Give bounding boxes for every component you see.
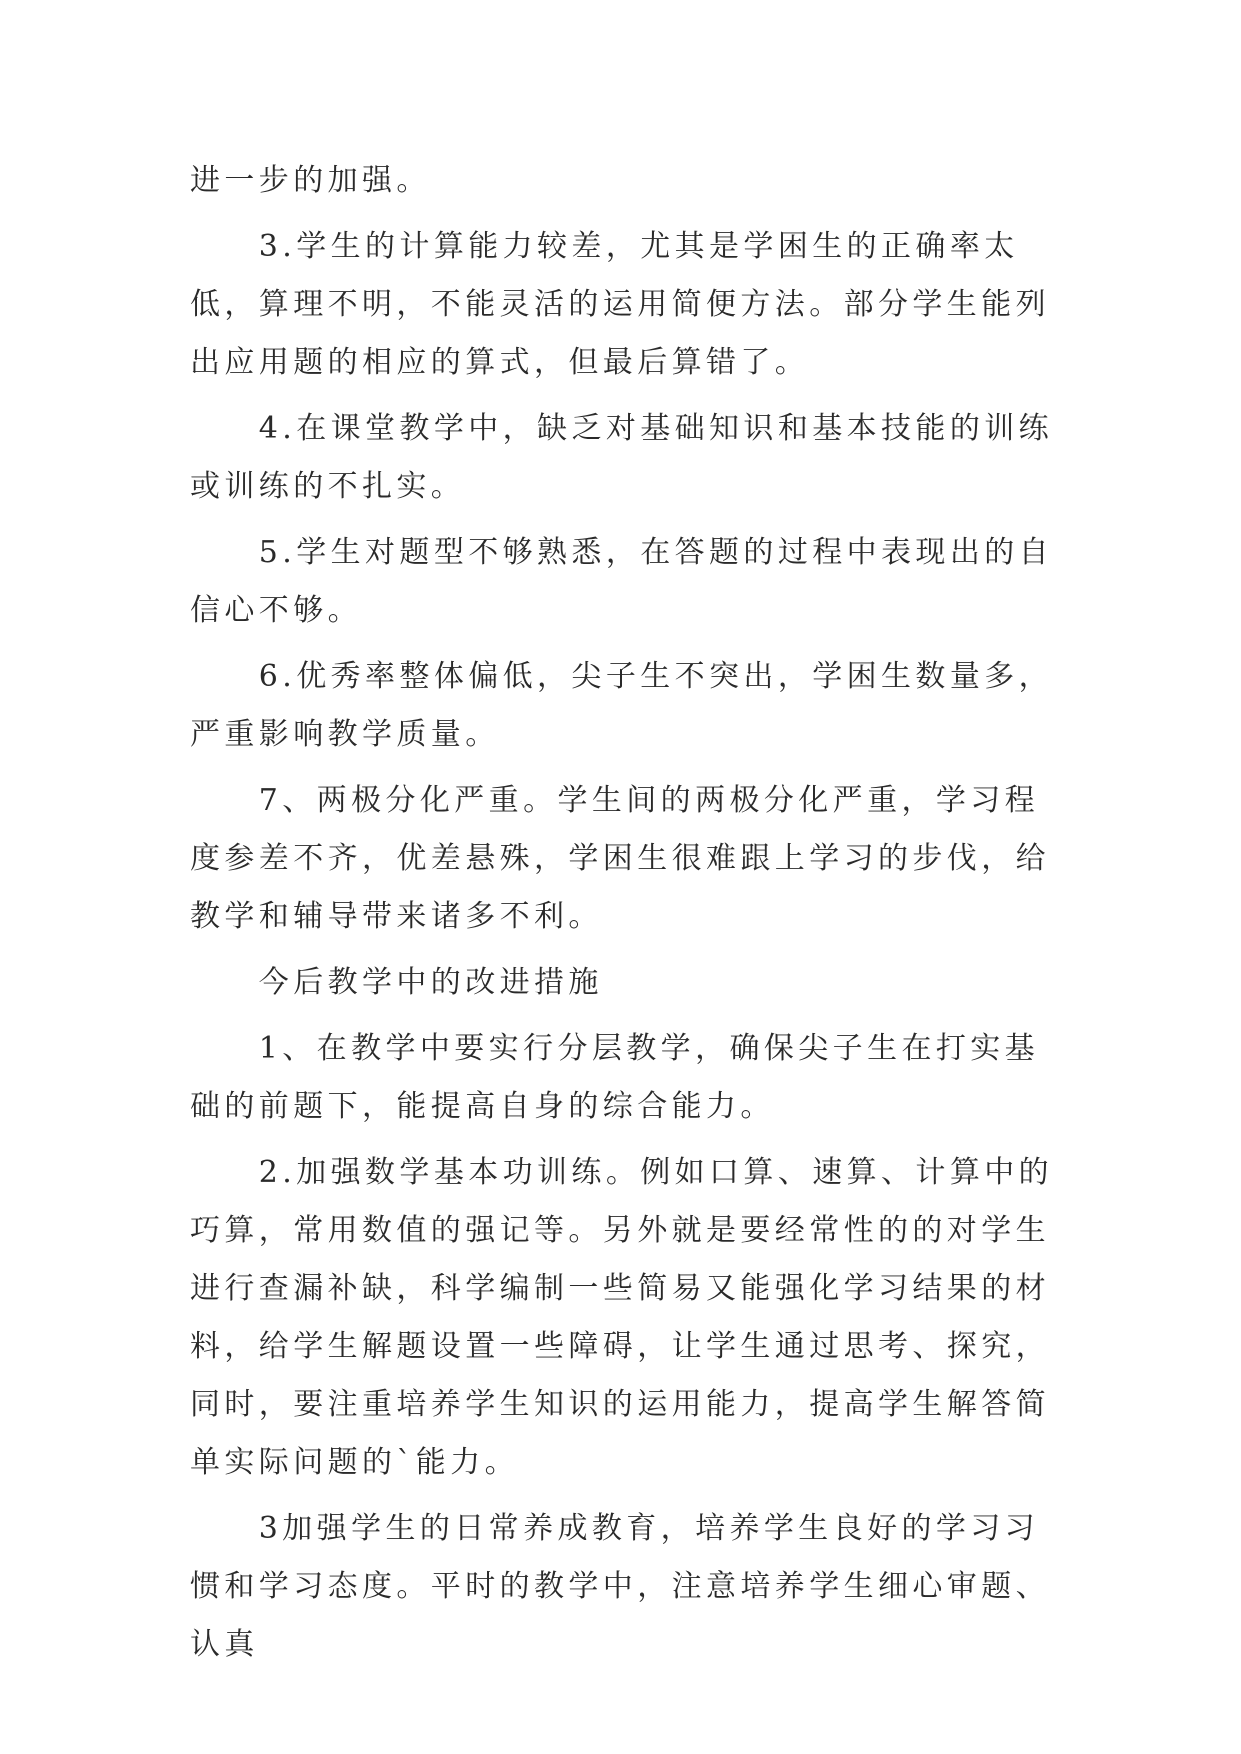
measure-item-2: 2.加强数学基本功训练。例如口算、速算、计算中的巧算，常用数值的强记等。另外就是要经常性的的对学生进行查漏补缺，科学编制一些简易又能强化学习结果的材料，给学生解题设置一些障碍，让学生通过思考、探究，同时，要注重培养学生知识的运用能力，提高学生解答简单实际问题的`能力。 [190, 1155, 1054, 1480]
measure-item-3: 3加强学生的日常养成教育，培养学生良好的学习习惯和学习态度。平时的教学中，注意培养学生细心审题、认真 [190, 1511, 1050, 1662]
document-body [190, 152, 1058, 1682]
measure-item-1: 1、在教学中要实行分层教学，确保尖子生在打实基础的前题下，能提高自身的综合能力。 [190, 1031, 1040, 1124]
paragraph-item-6: 6.优秀率整体偏低，尖子生不突出，学困生数量多，严重影响教学质量。 [190, 659, 1054, 752]
paragraph-continuation: 进一步的加强。 [190, 163, 431, 198]
paragraph-item-4: 4.在课堂教学中，缺乏对基础知识和基本技能的训练或训练的不扎实。 [190, 411, 1054, 504]
section-heading: 今后教学中的改进措施 [190, 965, 603, 1000]
paragraph-item-3: 3.学生的计算能力较差，尤其是学困生的正确率太低，算理不明，不能灵活的运用简便方法。部分学生能列出应用题的相应的算式，但最后算错了。 [190, 229, 1050, 380]
paragraph-item-7: 7、两极分化严重。学生间的两极分化严重，学习程度参差不齐，优差悬殊，学困生很难跟上学习的步伐，给教学和辅导带来诸多不利。 [190, 783, 1050, 934]
paragraph-item-5: 5.学生对题型不够熟悉，在答题的过程中表现出的自信心不够。 [190, 535, 1054, 628]
